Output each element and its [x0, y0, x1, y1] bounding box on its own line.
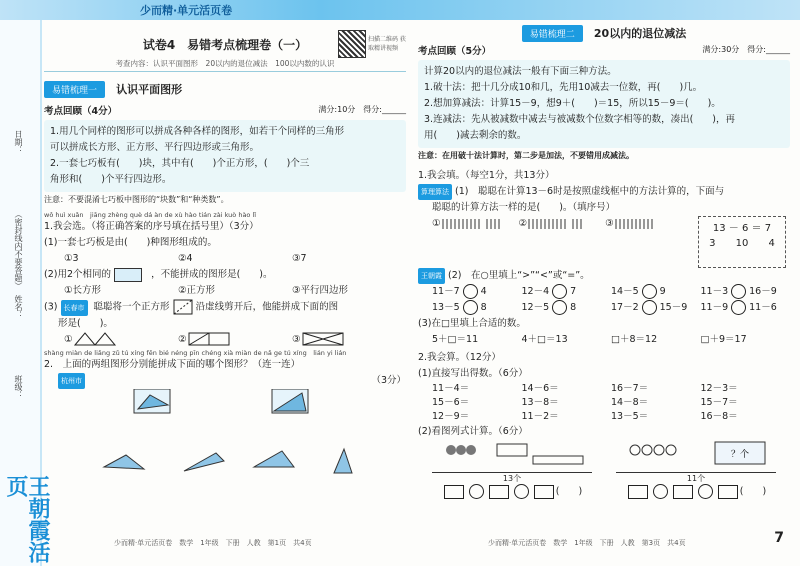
scope-line: 考查内容：认识平面图形 20以内的退位减法 100以内数的认识 — [44, 58, 406, 72]
question-1: 1.我会填。（每空1分，共13分） — [418, 170, 555, 181]
option[interactable]: ② — [518, 218, 528, 229]
question-1: 1.我会选。（将正确答案的序号填在括号里）（3分） — [44, 221, 259, 232]
score: （3分） — [371, 374, 406, 386]
right-page — [418, 22, 790, 550]
pinyin: shàng miàn de liǎng zǔ tú xíng fēn bié néng pīn chéng xià miàn de nǎ ge tú xíng lián yi lián — [44, 348, 347, 357]
note: 注意：在用破十法计算时，第二步是加法，不要错用成减法。 — [418, 151, 634, 160]
option[interactable]: ②正方形 — [178, 285, 216, 296]
review-line: 可以拼成长方形、正方形、平行四边形或三角形。 — [50, 142, 260, 153]
question-2: 2. 上面的两组图形分别能拼成下面的哪个图形？（连一连） — [44, 358, 301, 370]
section1-title: 认识平面图形 — [116, 83, 183, 96]
class-label: 班级： — [14, 375, 23, 399]
option[interactable]: ③ — [292, 332, 406, 348]
answer-circle[interactable] — [731, 300, 746, 315]
picture-problem-left: 13个 ( ) — [432, 440, 592, 500]
right-footer: 少而精·单元活页卷 数学 1年级 下册 人教 第3页 共4页 — [488, 539, 686, 547]
question-1-3: (3) 长春市 聪聪将一个正方形 沿虚线剪开后，他能拼成下面的图 — [44, 299, 406, 316]
section2-title: 20以内的退位减法 — [593, 27, 687, 40]
brand-logo: 王朝霞活页 — [3, 475, 50, 563]
picture-problems — [418, 440, 790, 500]
lightbulb-icon — [621, 440, 771, 468]
seal-note: （密封线内不要答题） — [14, 210, 23, 290]
option[interactable]: ① — [432, 218, 441, 229]
fill-item[interactable]: □＋8＝12 — [611, 334, 658, 345]
top-banner — [0, 0, 800, 20]
answer-circle[interactable] — [642, 300, 657, 315]
section1-banner: 易错梳理一 — [44, 81, 105, 98]
fill-item[interactable]: □＋9＝17 — [700, 334, 747, 345]
section1-header — [44, 78, 406, 98]
question-1-1: (1)一套七巧板是由( )种图形组成的。 — [44, 237, 217, 248]
review-line: 1.用几个同样的图形可以拼成各种各样的图形，如若干个同样的三角形 — [50, 126, 345, 137]
question-1-1: 算理算法 (1) 聪聪在计算13－6时是按照虚线框中的方法计算的，下面与 — [418, 184, 790, 200]
qr-code — [338, 30, 366, 58]
score-line: 满分:10分 得分:______ — [318, 105, 406, 114]
option[interactable]: ① — [64, 332, 178, 348]
question-1-2: (2)用2个相同的 ，不能拼成的图形是( )。 — [44, 269, 273, 280]
question-1-3: (3)在□里填上合适的数。 — [418, 318, 526, 329]
review-label: 考点回顾（4分） — [44, 106, 118, 117]
pinyin: wǒ huì xuǎn jiāng zhèng què dá àn de xù hào tián zài kuò hào lǐ — [44, 211, 257, 219]
fill-grid — [418, 332, 790, 348]
score-line: 满分:30分 得分:______ — [702, 45, 790, 54]
question-2: 2.我会算。（12分） — [418, 352, 501, 363]
review-line: 2.一套七巧板有( )块，其中有( )个正方形，( )个三 — [50, 158, 310, 169]
answer-circle[interactable] — [552, 300, 567, 315]
direct-calc-grid: 11－4＝ 14－6＝ 16－7＝ 12－3＝ 15－6＝ 13－8＝ 14－8＝ 15－7＝ 12－9＝ 11－2＝ 13－5＝ 16－8＝ — [432, 383, 738, 422]
review-box — [418, 60, 790, 148]
review-box — [44, 120, 406, 192]
options-1-2 — [44, 283, 406, 299]
page-number: 7 — [774, 530, 784, 546]
qr-note: 扫描二维码 获取精讲视频 — [368, 36, 406, 52]
section2-header — [418, 22, 790, 42]
binding-spine — [0, 20, 50, 566]
section2-banner: 易错梳理二 — [522, 25, 583, 42]
review-line: 计算20以内的退位减法一般有下面三种方法。 — [424, 66, 617, 77]
review-line: 2.想加算减法：计算15－9，想9＋( )＝15，所以15－9＝( )。 — [424, 98, 721, 109]
option[interactable]: ② — [178, 332, 292, 348]
picture-problem-right: ？个 11个 ( ) — [616, 440, 776, 500]
question-1-1-cont: 聪聪的计算方法一样的是( )。（填序号） — [432, 202, 616, 213]
review-label: 考点回顾（5分） — [418, 46, 492, 57]
split-diagram: 13 － 6 ＝ 7 3 10 4 — [698, 216, 786, 268]
option[interactable]: ③ — [605, 218, 614, 229]
banner-title: 少而精·单元活页卷 — [140, 4, 233, 17]
option[interactable]: ③平行四边形 — [292, 285, 349, 296]
question-2-2: (2)看图列式计算。（6分） — [418, 426, 528, 437]
options-1-3 — [44, 332, 406, 348]
fill-item[interactable]: 5＋□＝11 — [432, 334, 479, 345]
answer-circle[interactable] — [642, 284, 657, 299]
review-line: 用( )减去剩余的数。 — [424, 130, 527, 141]
note: 注意：不要混淆七巧板中图形的“块数”和“种类数”。 — [44, 195, 229, 204]
option[interactable]: ①长方形 — [64, 285, 102, 296]
answer-circle[interactable] — [552, 284, 567, 299]
matching-figures — [44, 389, 406, 489]
name-label: 姓名： — [14, 295, 23, 319]
option[interactable]: ②4 — [178, 253, 193, 264]
review-line: 角形和( )个平行四边形。 — [50, 174, 172, 185]
answer-circle[interactable] — [731, 284, 746, 299]
region-tag: 长春市 — [61, 300, 88, 316]
review-line: 3.连减法：先从被减数中减去与被减数个位数字相等的数，凑出( )，再 — [424, 114, 735, 125]
review-line: 1.破十法：把十几分成10和几，先用10减去一位数，再( )几。 — [424, 82, 703, 93]
question-1-3-cont: 形是( )。 — [58, 317, 113, 329]
answer-circle[interactable] — [463, 284, 478, 299]
compare-grid: 11－7 4 12－4 7 14－5 9 11－3 16－9 13－5 8 12－5 8 17－2 15－9 11－9 11－6 — [432, 286, 777, 313]
question-2-1: (1)直接写出得数。（6分） — [418, 368, 528, 379]
square-diagram-icon — [173, 299, 193, 315]
badminton-icon — [437, 440, 587, 468]
option[interactable]: ③7 — [292, 253, 307, 264]
left-page — [44, 22, 406, 550]
calc-options — [418, 216, 790, 268]
svg-text:？个: ？个 — [730, 450, 750, 460]
paper-title: 试卷4 易错考点梳理卷（一） — [142, 38, 308, 52]
region-tag: 杭州市 — [58, 373, 85, 389]
method-tag: 算理算法 — [418, 184, 452, 200]
date-label: 日期： — [14, 130, 23, 154]
fill-item[interactable]: 4＋□＝13 — [521, 334, 568, 345]
question-1-2: 王朝霞 (2) 在○里填上“>”“<”或“=”。 — [418, 268, 790, 284]
options-1-1 — [44, 251, 406, 267]
method-tag: 王朝霞 — [418, 268, 445, 284]
option[interactable]: ①3 — [64, 253, 79, 264]
triangle-piece-icon — [114, 268, 142, 282]
answer-circle[interactable] — [463, 300, 478, 315]
left-footer: 少而精·单元活页卷 数学 1年级 下册 人教 第1页 共4页 — [114, 539, 312, 547]
